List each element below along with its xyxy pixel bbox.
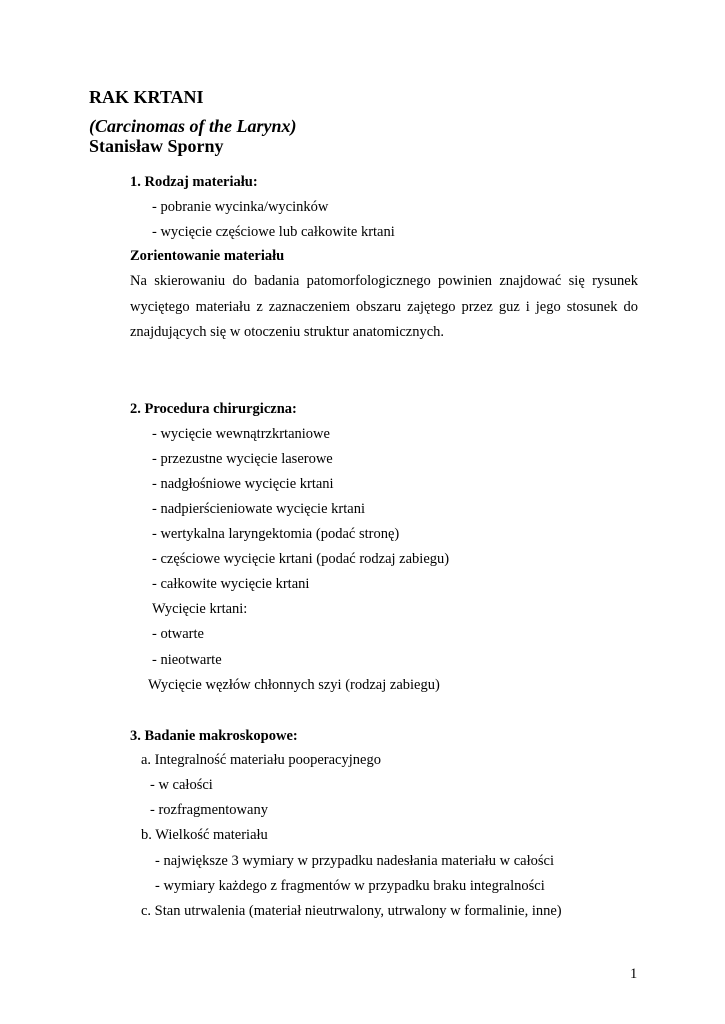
section-1-heading: 1. Rodzaj materiału: xyxy=(130,174,258,190)
orientation-paragraph-line: Na skierowaniu do badania patomorfologicznego powinien znajdować się rysunek xyxy=(130,273,638,289)
procedure-item: - nadgłośniowe wycięcie krtani xyxy=(152,476,334,492)
resection-item: - otwarte xyxy=(152,626,204,642)
procedure-item: - częściowe wycięcie krtani (podać rodzaj zabiegu) xyxy=(152,551,450,567)
section-1-item: - pobranie wycinka/wycinków xyxy=(152,199,329,215)
document-subtitle: (Carcinomas of the Larynx) xyxy=(89,116,297,136)
macro-c-label: c. Stan utrwalenia (materiał nieutrwalony, utrwalony w formalinie, inne) xyxy=(141,903,562,919)
procedure-item: - całkowite wycięcie krtani xyxy=(152,576,310,592)
page-number: 1 xyxy=(630,966,638,982)
macro-a-item: - rozfragmentowany xyxy=(150,802,268,818)
macro-a-item: - w całości xyxy=(150,777,213,793)
macro-b-item: - wymiary każdego z fragmentów w przypadku braku integralności xyxy=(155,878,545,894)
resection-label: Wycięcie krtani: xyxy=(152,601,248,617)
document-author: Stanisław Sporny xyxy=(89,136,224,156)
section-3-heading: 3. Badanie makroskopowe: xyxy=(130,728,298,744)
section-1-item: - wycięcie częściowe lub całkowite krtani xyxy=(152,224,395,240)
macro-a-label: a. Integralność materiału pooperacyjnego xyxy=(141,752,381,768)
orientation-paragraph-line: wyciętego materiału z zaznaczeniem obszaru zajętego przez guz i jego stosunek do xyxy=(130,299,638,315)
procedure-item: - nadpierścieniowate wycięcie krtani xyxy=(152,501,365,517)
procedure-item: - wycięcie wewnątrzkrtaniowe xyxy=(152,426,330,442)
macro-b-item: - największe 3 wymiary w przypadku nadesłania materiału w całości xyxy=(155,853,555,869)
orientation-paragraph-line: znajdujących się w otoczeniu struktur anatomicznych. xyxy=(130,324,445,340)
procedure-item: - wertykalna laryngektomia (podać stronę) xyxy=(152,526,400,542)
section-2-heading: 2. Procedura chirurgiczna: xyxy=(130,401,297,417)
resection-item: - nieotwarte xyxy=(152,652,222,668)
macro-b-label: b. Wielkość materiału xyxy=(141,827,268,843)
procedure-item: - przezustne wycięcie laserowe xyxy=(152,451,333,467)
orientation-heading: Zorientowanie materiału xyxy=(130,248,285,264)
document-title: RAK KRTANI xyxy=(89,87,204,107)
lymph-node-resection: Wycięcie węzłów chłonnych szyi (rodzaj zabiegu) xyxy=(148,677,440,693)
